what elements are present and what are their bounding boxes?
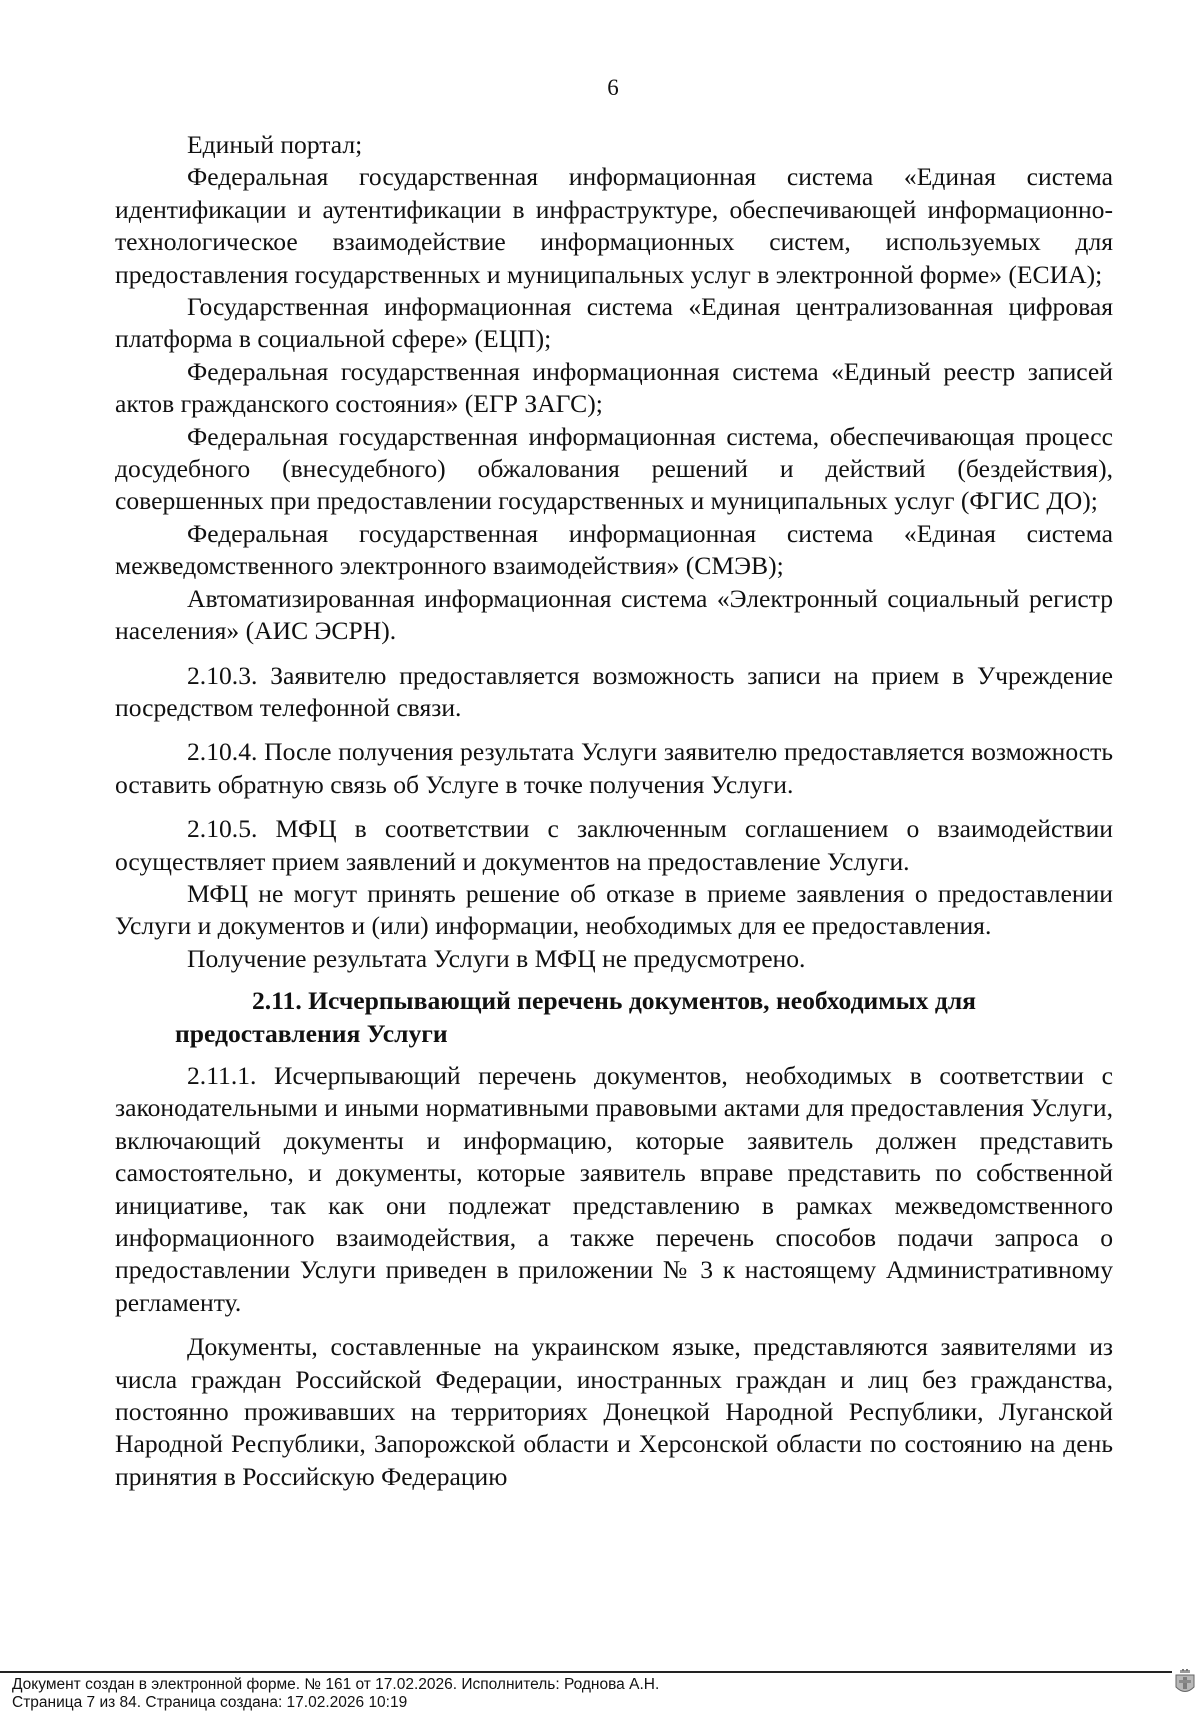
footer — [12, 1676, 659, 1712]
paragraph: 2.10.3. Заявителю предоставляется возможность записи на прием в Учреждение посредством телефонной связи. — [115, 660, 1113, 722]
paragraph: Федеральная государственная информационная система «Единый реестр записей актов гражданского состояния» (ЕГР ЗАГС); — [115, 356, 1113, 419]
page-number: 6 — [607, 75, 619, 100]
paragraph: Государственная информационная система «Единая централизованная цифровая платформа в социальной сфере» (ЕЦП); — [115, 292, 1113, 354]
paragraph: 2.11.1. Исчерпывающий перечень документов, необходимых в соответствии с законодательными и иными нормативными правовыми актами для предоставления Услуги, включающий документы и информацию, которые заявитель должен представить самостоятельно, и документы, которые заявитель вправе представить по собственной инициативе, так как они подлежат представлению в рамках межведомственного информационного взаимодействия, а также перечень способов подачи запроса о предоставлении Услуги приведен в приложении № 3 к настоящему Административному регламенту. — [115, 1060, 1113, 1317]
document-body — [115, 129, 1113, 1493]
footer-line-2: Страница 7 из 84. Страница создана: 17.02.2026 10:19 — [12, 1694, 408, 1711]
paragraph: 2.10.4. После получения результата Услуги заявителю предоставляется возможность оставить обратную связь об Услуге в точке получения Услуги. — [115, 737, 1113, 799]
footer-divider — [0, 1671, 1172, 1673]
footer-line-1: Документ создан в электронной форме. № 161 от 17.02.2026. Исполнитель: Роднова А.Н. — [12, 1676, 660, 1693]
paragraph: Получение результата Услуги в МФЦ не предусмотрено. — [187, 943, 806, 973]
section-heading: 2.11. Исчерпывающий перечень документов, необходимых для предоставления Услуги — [175, 986, 977, 1048]
paragraph: Автоматизированная информационная система «Электронный социальный регистр населения» (АИС ЭСРН). — [115, 583, 1113, 646]
paragraph: Документы, составленные на украинском языке, представляются заявителями из числа граждан Российской Федерации, иностранных граждан и лиц без гражданства, постоянно проживавших на территориях Донецкой Народной Республики, Луганской Народной Республики, Запорожской области и Херсонской области по состоянию на день принятия в Российскую Федерацию — [115, 1332, 1113, 1491]
coat-of-arms-icon — [1174, 1669, 1196, 1697]
paragraph: Федеральная государственная информационная система «Единая система идентификации и аутентификации в инфраструктуре, обеспечивающей информационно-технологическое взаимодействие информационных систем, используемых для предоставления государственных и муниципальных услуг в электронной форме» (ЕСИА); — [115, 162, 1113, 289]
paragraph: 2.10.5. МФЦ в соответствии с заключенным соглашением о взаимодействии осуществляет прием заявлений и документов на предоставление Услуги. — [115, 814, 1113, 876]
paragraph: Федеральная государственная информационная система «Единая система межведомственного электронного взаимодействия» (СМЭВ); — [115, 518, 1113, 581]
paragraph: МФЦ не могут принять решение об отказе в приеме заявления о предоставлении Услуги и документов и (или) информации, необходимых для ее предоставления. — [115, 878, 1113, 941]
paragraph: Федеральная государственная информационная система, обеспечивающая процесс досудебного (внесудебного) обжалования решений и действий (бездействия), совершенных при предоставлении государственных и муниципальных услуг (ФГИС ДО); — [115, 421, 1113, 516]
paragraph: Единый портал; — [187, 130, 363, 159]
